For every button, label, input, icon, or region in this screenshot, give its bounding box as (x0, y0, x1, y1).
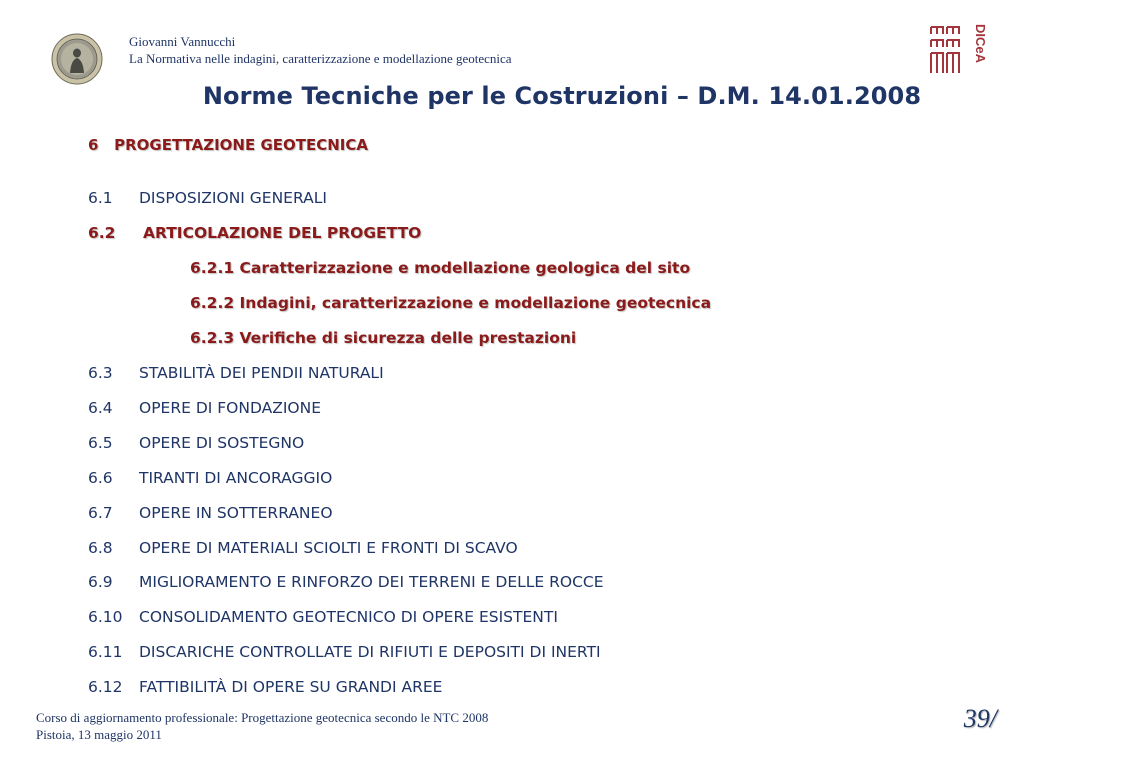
item-number: 6.4 (88, 399, 113, 417)
list-item (88, 189, 327, 207)
item-number: 6.11 (88, 643, 123, 661)
sub-item: 6.2.3 Verifiche di sicurezza delle prestazioni (190, 329, 577, 347)
list-item (88, 469, 332, 487)
item-label: FATTIBILITÀ DI OPERE SU GRANDI AREE (139, 678, 443, 696)
item-number: 6.2 (88, 224, 116, 242)
page-title: Norme Tecniche per le Costruzioni – D.M. 14.01.2008 (202, 82, 922, 110)
list-item (88, 504, 333, 522)
list-item-highlighted (88, 224, 421, 242)
item-number: 6.7 (88, 504, 113, 522)
item-label: MIGLIORAMENTO E RINFORZO DEI TERRENI E DELLE ROCCE (139, 573, 604, 591)
dicea-logo (928, 22, 986, 78)
logo-text: DICeA (973, 24, 988, 64)
item-number: 6.12 (88, 678, 123, 696)
header-text (129, 33, 512, 67)
item-label: DISCARICHE CONTROLLATE DI RIFIUTI E DEPOSITI DI INERTI (139, 643, 601, 661)
item-number: 6.8 (88, 539, 113, 557)
page-number: 39/ (963, 704, 997, 733)
university-seal-logo (51, 33, 103, 85)
list-item (88, 608, 558, 626)
header-author: Giovanni Vannucchi (129, 34, 236, 49)
list-item (88, 539, 518, 557)
list-item (88, 364, 384, 382)
item-label: OPERE DI SOSTEGNO (139, 434, 305, 452)
item-label: ARTICOLAZIONE DEL PROGETTO (143, 224, 422, 242)
header-subtitle: La Normativa nelle indagini, caratterizzazione e modellazione geotecnica (129, 51, 512, 66)
item-number: 6.6 (88, 469, 113, 487)
sub-item: 6.2.1 Caratterizzazione e modellazione geologica del sito (190, 259, 691, 277)
section-heading: 6 PROGETTAZIONE GEOTECNICA (88, 136, 368, 154)
list-item (88, 678, 442, 696)
item-number: 6.3 (88, 364, 113, 382)
item-label: STABILITÀ DEI PENDII NATURALI (139, 364, 384, 382)
item-label: CONSOLIDAMENTO GEOTECNICO DI OPERE ESISTENTI (139, 608, 558, 626)
list-item (88, 643, 601, 661)
list-item (88, 399, 321, 417)
item-label: OPERE IN SOTTERRANEO (139, 504, 333, 522)
item-label: OPERE DI MATERIALI SCIOLTI E FRONTI DI SCAVO (139, 539, 518, 557)
footer-course: Corso di aggiornamento professionale: Progettazione geotecnica secondo le NTC 2008 (36, 710, 489, 725)
footer-place-date: Pistoia, 13 maggio 2011 (36, 727, 162, 742)
list-item (88, 434, 304, 452)
footer-text (36, 709, 488, 743)
sub-item: 6.2.2 Indagini, caratterizzazione e modellazione geotecnica (190, 294, 712, 312)
item-number: 6.5 (88, 434, 113, 452)
item-label: DISPOSIZIONI GENERALI (139, 189, 327, 207)
item-label: TIRANTI DI ANCORAGGIO (139, 469, 333, 487)
item-number: 6.10 (88, 608, 123, 626)
item-number: 6.1 (88, 189, 113, 207)
item-number: 6.9 (88, 573, 113, 591)
item-label: OPERE DI FONDAZIONE (139, 399, 322, 417)
list-item (88, 573, 604, 591)
